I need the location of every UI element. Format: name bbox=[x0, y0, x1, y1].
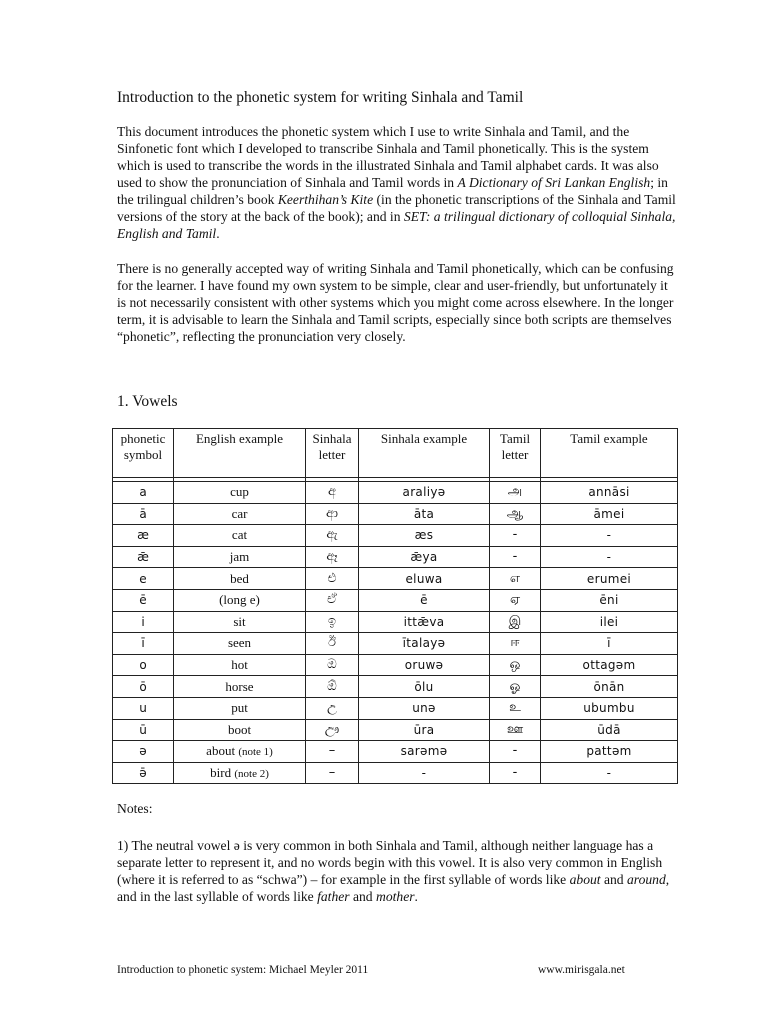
english-word: bird bbox=[210, 764, 232, 780]
english-word: about bbox=[206, 742, 236, 758]
table-row bbox=[113, 697, 678, 719]
english-example-cell bbox=[174, 676, 306, 698]
sinhala-letter-cell: ඇ bbox=[306, 525, 359, 547]
tamil-letter-cell: அ bbox=[490, 482, 541, 504]
tamil-letter-cell: ஒ bbox=[490, 654, 541, 676]
sinhala-example-cell: ittǣva bbox=[359, 611, 490, 633]
phonetic-symbol-cell: ī bbox=[113, 633, 174, 655]
tamil-letter-cell: ஆ bbox=[490, 503, 541, 525]
table-row bbox=[113, 568, 678, 590]
tamil-letter-cell: - bbox=[490, 525, 541, 547]
vowels-table-body bbox=[113, 482, 678, 784]
note-text-5: . bbox=[414, 889, 418, 904]
tamil-example-cell: ī bbox=[541, 633, 678, 655]
sinhala-example-cell: araliyə bbox=[359, 482, 490, 504]
english-example-cell bbox=[174, 719, 306, 741]
table-row bbox=[113, 633, 678, 655]
sinhala-letter-cell: ඉ bbox=[306, 611, 359, 633]
header-tamil-example: Tamil example bbox=[541, 429, 678, 478]
sinhala-example-cell: ǣya bbox=[359, 546, 490, 568]
table-row bbox=[113, 676, 678, 698]
phonetic-symbol-cell: u bbox=[113, 697, 174, 719]
note-word-father: father bbox=[317, 889, 350, 904]
english-word: cat bbox=[231, 527, 248, 543]
tamil-example-cell: pattəm bbox=[541, 741, 678, 763]
header-phonetic-symbol: phonetic symbol bbox=[113, 429, 174, 478]
tamil-letter-cell: ஊ bbox=[490, 719, 541, 741]
section-heading-vowels: 1. Vowels bbox=[117, 393, 178, 410]
sinhala-letter-cell: – bbox=[306, 762, 359, 784]
english-word: horse bbox=[225, 678, 254, 694]
notes-heading: Notes: bbox=[117, 801, 153, 816]
tamil-example-cell: āmei bbox=[541, 503, 678, 525]
english-example-cell bbox=[174, 741, 306, 763]
intro-text-1: This document introduces the phonetic system which I use to write Sinhala and Tamil, and the Sinfonetic font which I developed to transcribe Sinhala and Tamil phonetically. This is the system which is used to transcribe the words in the illustrated Sinhala and Tamil alphabet cards. It was also used to show the pronunciation of Sinhala and Tamil words in bbox=[117, 124, 659, 190]
tamil-letter-cell: - bbox=[490, 741, 541, 763]
intro-paragraph bbox=[117, 123, 677, 242]
sinhala-example-cell: ūra bbox=[359, 719, 490, 741]
tamil-example-cell: ilei bbox=[541, 611, 678, 633]
phonetic-symbol-cell: ə bbox=[113, 741, 174, 763]
sinhala-example-cell: āta bbox=[359, 503, 490, 525]
note-text-4: and bbox=[349, 889, 377, 904]
sinhala-example-cell: oruwə bbox=[359, 654, 490, 676]
phonetic-symbol-cell: ā bbox=[113, 503, 174, 525]
system-paragraph: There is no generally accepted way of writing Sinhala and Tamil phonetically, which can be confusing for the learner. I have found my own system to be simple, clear and user-friendly, but unfortunately it is not necessarily consistent with other systems which you might come across elsewhere. In the longer term, it is advisable to learn the Sinhala and Tamil scripts, especially since both scripts are themselves “phonetic”, reflecting the pronunciation very closely. bbox=[117, 261, 674, 344]
tamil-example-cell: erumei bbox=[541, 568, 678, 590]
english-example-cell bbox=[174, 762, 306, 784]
note-word-mother: mother bbox=[376, 889, 415, 904]
sinhala-example-cell: unə bbox=[359, 697, 490, 719]
english-word: hot bbox=[231, 657, 248, 673]
tamil-letter-cell: - bbox=[490, 546, 541, 568]
tamil-example-cell: - bbox=[541, 525, 678, 547]
tamil-letter-cell: ஏ bbox=[490, 589, 541, 611]
english-example-cell bbox=[174, 482, 306, 504]
table-row bbox=[113, 503, 678, 525]
english-word: jam bbox=[229, 549, 250, 565]
sinhala-letter-cell: ඊ bbox=[306, 633, 359, 655]
vowels-table bbox=[112, 428, 678, 784]
phonetic-symbol-cell: e bbox=[113, 568, 174, 590]
sinhala-letter-cell: ඕ bbox=[306, 676, 359, 698]
sinhala-letter-cell: ආ bbox=[306, 503, 359, 525]
sinhala-example-cell: ōlu bbox=[359, 676, 490, 698]
table-header-row bbox=[113, 429, 678, 478]
english-example-cell bbox=[174, 633, 306, 655]
sinhala-letter-cell: එ bbox=[306, 568, 359, 590]
tamil-example-cell: ūdā bbox=[541, 719, 678, 741]
sinhala-example-cell: sarəmə bbox=[359, 741, 490, 763]
english-example-cell bbox=[174, 589, 306, 611]
english-word: bed bbox=[230, 570, 249, 586]
note-text-1: 1) The neutral vowel ə is very common in both Sinhala and Tamil, although neither language has a separate letter to represent it, and no words begin with this vowel. It is also very common in English (where it is referred to as “schwa”) – for example in the first syllable of words like bbox=[117, 838, 663, 887]
table-row bbox=[113, 719, 678, 741]
tamil-letter-cell: ஓ bbox=[490, 676, 541, 698]
sinhala-letter-cell: ඒ bbox=[306, 589, 359, 611]
header-sinhala-example: Sinhala example bbox=[359, 429, 490, 478]
sinhala-example-cell: ē bbox=[359, 589, 490, 611]
sinhala-example-cell: - bbox=[359, 762, 490, 784]
phonetic-symbol-cell: ǣ bbox=[113, 546, 174, 568]
book-title-kite: Keerthihan’s Kite bbox=[277, 192, 374, 207]
header-english-example: English example bbox=[174, 429, 306, 478]
tamil-example-cell: ōnān bbox=[541, 676, 678, 698]
english-example-cell bbox=[174, 503, 306, 525]
english-word: seen bbox=[227, 635, 252, 651]
intro-text-4: . bbox=[216, 226, 220, 241]
book-title-dictionary: A Dictionary of Sri Lankan English bbox=[457, 175, 651, 190]
english-word: boot bbox=[227, 721, 252, 737]
note-reference: (note 2) bbox=[234, 767, 269, 780]
note-reference: (note 1) bbox=[238, 745, 273, 758]
sinhala-example-cell: æs bbox=[359, 525, 490, 547]
footer-credit: Introduction to phonetic system: Michael Meyler 2011 bbox=[117, 964, 369, 976]
table-row bbox=[113, 589, 678, 611]
tamil-example-cell: ottagəm bbox=[541, 654, 678, 676]
header-tamil-letter: Tamil letter bbox=[490, 429, 541, 478]
sinhala-example-cell: ītalayə bbox=[359, 633, 490, 655]
english-example-cell bbox=[174, 568, 306, 590]
english-word: (long e) bbox=[219, 592, 260, 608]
tamil-example-cell: ubumbu bbox=[541, 697, 678, 719]
english-word: cup bbox=[230, 484, 249, 500]
english-word: car bbox=[231, 505, 248, 521]
tamil-example-cell: ēni bbox=[541, 589, 678, 611]
tamil-example-cell: - bbox=[541, 762, 678, 784]
table-row bbox=[113, 525, 678, 547]
sinhala-letter-cell: ඔ bbox=[306, 654, 359, 676]
intro-text-2: ; in the trilingual children’s book bbox=[117, 175, 668, 207]
table-row bbox=[113, 546, 678, 568]
tamil-example-cell: annāsi bbox=[541, 482, 678, 504]
tamil-letter-cell: இ bbox=[490, 611, 541, 633]
footer-website: www.mirisgala.net bbox=[538, 964, 625, 976]
note-text-2: and bbox=[600, 872, 627, 887]
english-example-cell bbox=[174, 525, 306, 547]
phonetic-symbol-cell: ē bbox=[113, 589, 174, 611]
phonetic-symbol-cell: ū bbox=[113, 719, 174, 741]
table-row bbox=[113, 482, 678, 504]
note-text-3: , and in the last syllable of words like bbox=[117, 872, 670, 904]
header-sinhala-letter: Sinhala letter bbox=[306, 429, 359, 478]
english-example-cell bbox=[174, 546, 306, 568]
table-row bbox=[113, 654, 678, 676]
sinhala-letter-cell: – bbox=[306, 741, 359, 763]
sinhala-letter-cell: ඌ bbox=[306, 719, 359, 741]
phonetic-symbol-cell: æ bbox=[113, 525, 174, 547]
phonetic-symbol-cell: a bbox=[113, 482, 174, 504]
english-word: sit bbox=[233, 613, 246, 629]
table-row bbox=[113, 741, 678, 763]
phonetic-symbol-cell: ə̄ bbox=[113, 762, 174, 784]
note-word-around: around bbox=[627, 872, 666, 887]
tamil-letter-cell: எ bbox=[490, 568, 541, 590]
english-example-cell bbox=[174, 697, 306, 719]
table-row bbox=[113, 762, 678, 784]
phonetic-symbol-cell: ō bbox=[113, 676, 174, 698]
intro-text-3: (in the phonetic transcriptions of the Sinhala and Tamil versions of the story at the back of the book); and in bbox=[117, 192, 676, 224]
english-word: put bbox=[231, 700, 248, 716]
phonetic-symbol-cell: i bbox=[113, 611, 174, 633]
sinhala-letter-cell: උ bbox=[306, 697, 359, 719]
tamil-letter-cell: உ bbox=[490, 697, 541, 719]
table-row bbox=[113, 611, 678, 633]
book-title-set: SET: a trilingual dictionary of colloquial Sinhala, English and Tamil bbox=[117, 209, 676, 241]
document-title: Introduction to the phonetic system for writing Sinhala and Tamil bbox=[117, 89, 524, 106]
tamil-letter-cell: - bbox=[490, 762, 541, 784]
sinhala-letter-cell: අ bbox=[306, 482, 359, 504]
tamil-example-cell: - bbox=[541, 546, 678, 568]
note-1-paragraph bbox=[117, 837, 677, 905]
sinhala-example-cell: eluwa bbox=[359, 568, 490, 590]
english-example-cell bbox=[174, 611, 306, 633]
note-word-about: about bbox=[569, 872, 601, 887]
phonetic-symbol-cell: o bbox=[113, 654, 174, 676]
sinhala-letter-cell: ඈ bbox=[306, 546, 359, 568]
english-example-cell bbox=[174, 654, 306, 676]
tamil-letter-cell: ஈ bbox=[490, 633, 541, 655]
